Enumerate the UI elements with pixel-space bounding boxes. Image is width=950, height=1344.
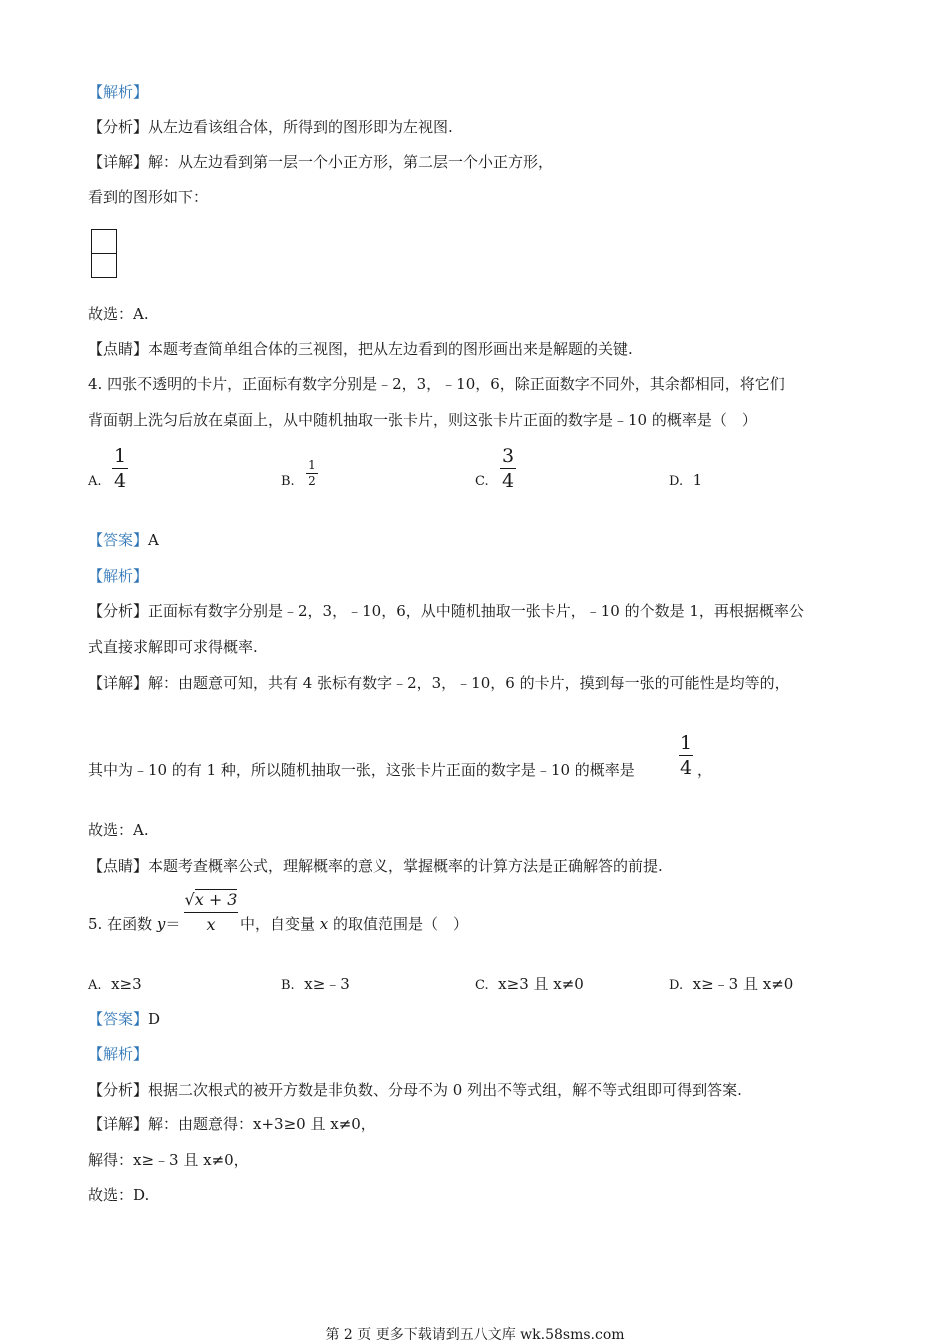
- q4-analysis-1: 【分析】正面标有数字分别是﹣2，3，﹣10，6，从中随机抽取一张卡片，﹣10 的个数是 1，再根据概率公: [88, 602, 804, 620]
- q5-function-fraction: √x + 3 x: [184, 890, 238, 934]
- q5-detail: 【详解】解：由题意得：x+3≥0 且 x≠0，: [88, 1115, 376, 1133]
- q3-analysis: 【分析】从左边看该组合体，所得到的图形即为左视图.: [88, 118, 453, 136]
- q4-option-b-letter: B.: [281, 474, 295, 489]
- q4-option-a-letter: A.: [88, 474, 102, 489]
- q4-detail-fraction: 1 4: [679, 732, 693, 779]
- q3-detail: 【详解】解：从左边看到第一层一个小正方形，第二层一个小正方形，: [88, 153, 554, 171]
- q4-comment: 【点睛】本题考查概率公式，理解概率的意义，掌握概率的计算方法是正确解答的前提.: [88, 857, 663, 875]
- q3-comment: 【点睛】本题考查简单组合体的三视图，把从左边看到的图形画出来是解题的关键.: [88, 340, 633, 358]
- q5-solved: 解得：x≥﹣3 且 x≠0，: [88, 1151, 249, 1169]
- q4-option-b-fraction: 1 2: [306, 459, 318, 488]
- q4-answer-choice: 故选：A.: [88, 821, 149, 839]
- q5-analysis: 【分析】根据二次根式的被开方数是非负数、分母不为 0 列出不等式组，解不等式组即可得到答案.: [88, 1081, 742, 1099]
- q4-answer: 【答案】A: [88, 531, 159, 549]
- q4-option-a-fraction: 1 4: [113, 445, 127, 492]
- q5-jiexi-heading: 【解析】: [88, 1045, 149, 1063]
- q4-detail-1: 【详解】解：由题意可知，共有 4 张标有数字﹣2，3，﹣10，6 的卡片，摸到每一张的可能性是均等的，: [88, 674, 790, 692]
- q4-stem-line-2: 背面朝上洗匀后放在桌面上，从中随机抽取一张卡片，则这张卡片正面的数字是﹣10 的概率是（ ）: [88, 411, 757, 429]
- q4-option-c-letter: C.: [475, 474, 489, 489]
- q5-stem-tail: 中，自变量 x 的取值范围是（ ）: [240, 915, 469, 933]
- q4-detail-2: 其中为﹣10 的有 1 种，所以随机抽取一张，这张卡片正面的数字是﹣10 的概率是: [88, 761, 635, 779]
- q4-option-d: D. 1: [669, 471, 703, 489]
- q3-jiexi-heading: 【解析】: [88, 83, 149, 101]
- upper-square: [91, 229, 117, 254]
- sqrt-numerator: √x + 3: [184, 890, 238, 909]
- page-footer: 第 2 页 更多下载请到五八文库 wk.58sms.com: [325, 1327, 625, 1343]
- q5-stem: 5. 在函数 y＝: [88, 915, 181, 933]
- q5-answer-choice: 故选：D.: [88, 1186, 150, 1204]
- q4-stem-line-1: 4. 四张不透明的卡片，正面标有数字分别是﹣2，3，﹣10，6，除正面数字不同外，其余都相同，将它们: [88, 375, 785, 393]
- q5-option-b: B. x≥﹣3: [281, 975, 350, 993]
- q3-detail-2: 看到的图形如下：: [88, 188, 209, 206]
- q3-answer-choice: 故选：A.: [88, 305, 149, 323]
- q4-detail-end: ，: [697, 761, 713, 779]
- left-view-figure: [91, 229, 117, 278]
- q4-analysis-2: 式直接求解即可求得概率.: [88, 638, 258, 656]
- q5-answer: 【答案】D: [88, 1010, 161, 1028]
- q5-option-c: C. x≥3 且 x≠0: [475, 975, 584, 993]
- lower-square: [91, 254, 117, 278]
- q5-option-a: A. x≥3: [88, 975, 142, 993]
- q4-jiexi-heading: 【解析】: [88, 567, 149, 585]
- q5-option-d: D. x≥﹣3 且 x≠0: [669, 975, 794, 993]
- q4-option-c-fraction: 3 4: [501, 445, 515, 492]
